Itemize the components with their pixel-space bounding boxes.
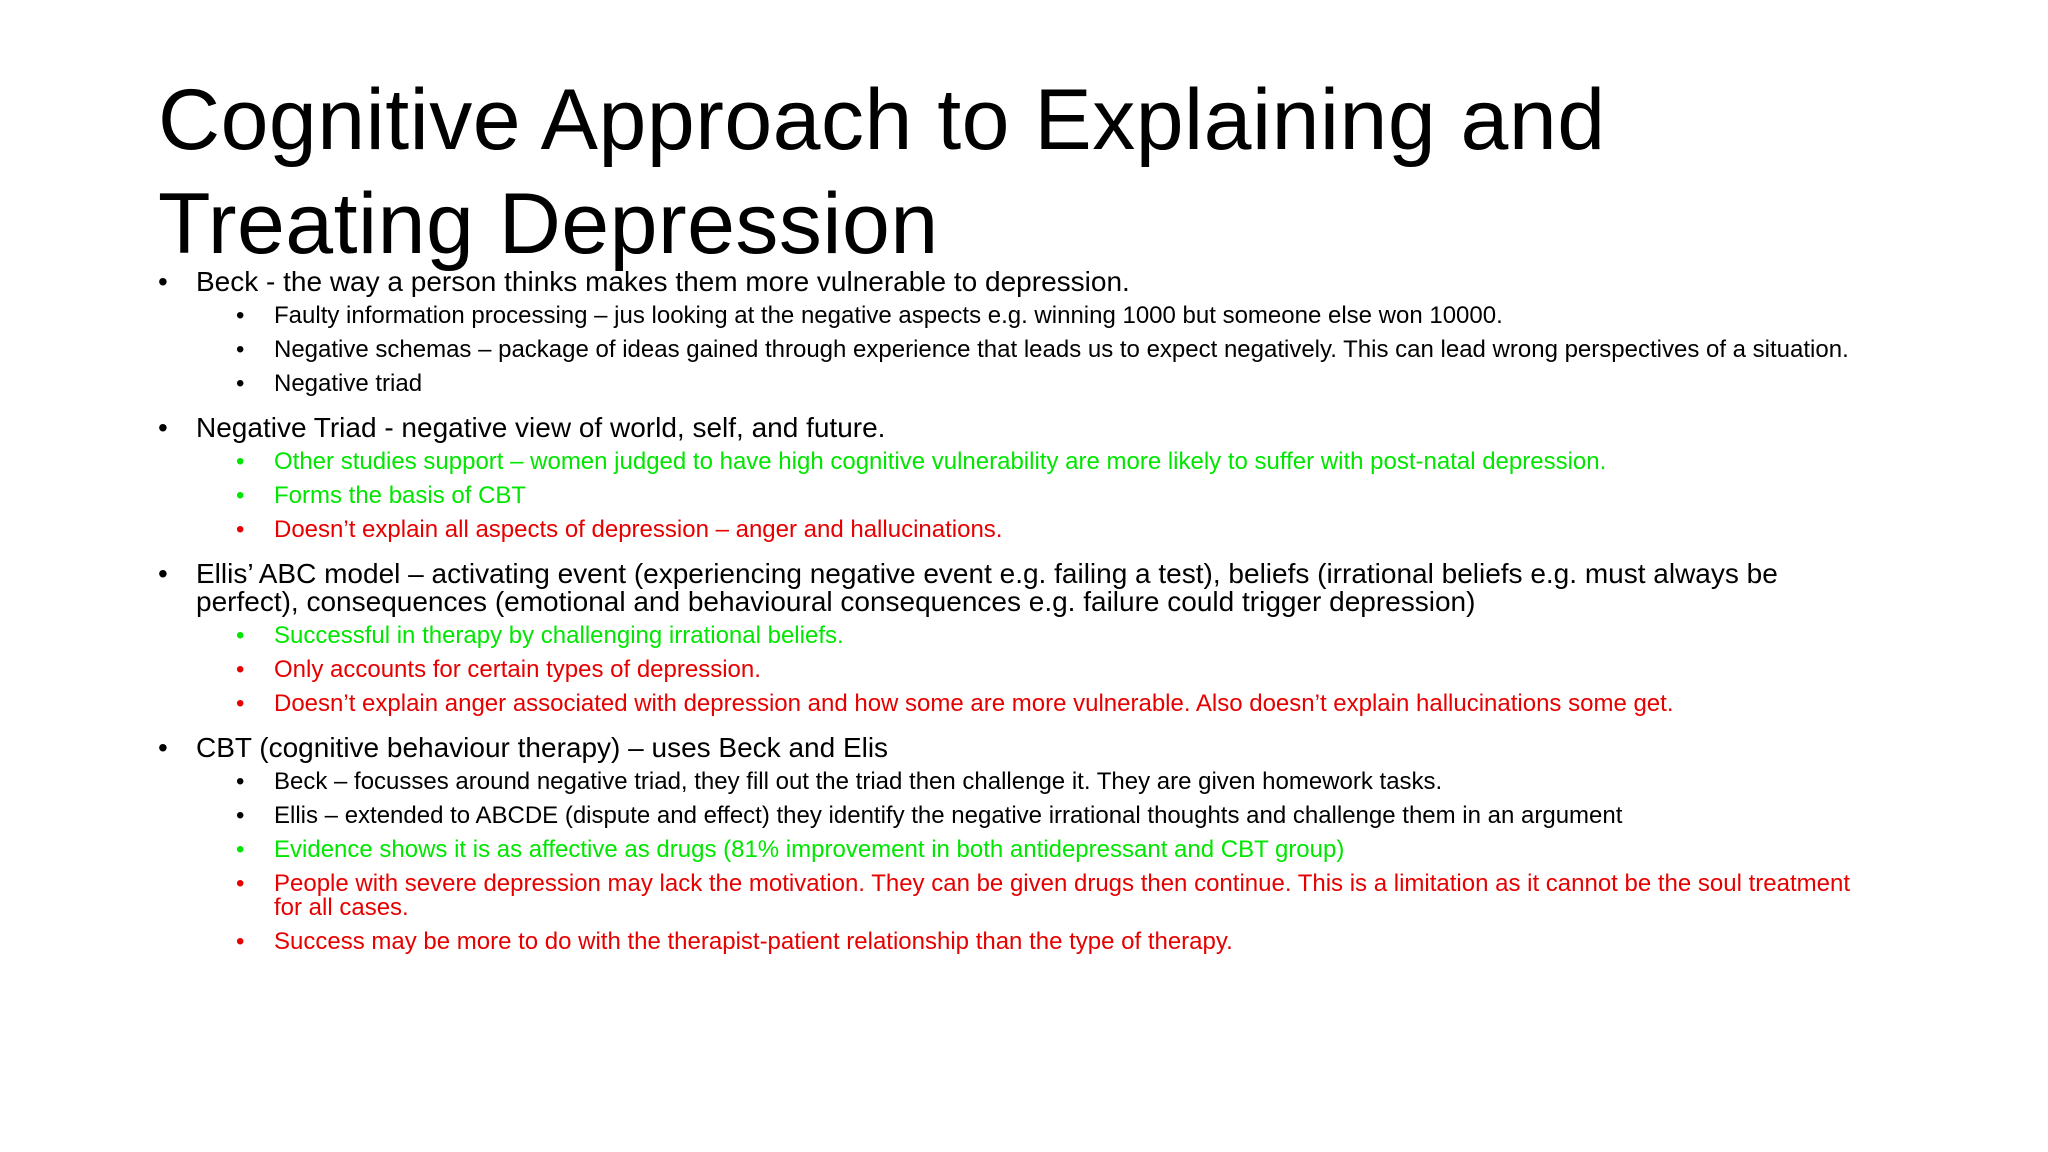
list-item-text: Success may be more to do with the therapist-patient relationship than the type of therapy. xyxy=(274,928,1233,955)
bullet-icon: • xyxy=(236,516,245,543)
limitation-item xyxy=(236,692,1878,716)
list-item-text: Only accounts for certain types of depression. xyxy=(274,656,761,683)
section-cbt xyxy=(158,734,1878,954)
list-item-text: Other studies support – women judged to have high cognitive vulnerability are more likely to suffer with post-natal depression. xyxy=(274,448,1607,475)
bullet-icon: • xyxy=(236,336,245,363)
section-heading: Beck - the way a person thinks makes them more vulnerable to depression. xyxy=(196,266,1130,297)
list-item-text: Negative triad xyxy=(274,370,423,397)
bullet-icon: • xyxy=(236,928,245,955)
limitation-item xyxy=(236,518,1878,542)
list-item xyxy=(236,372,1878,396)
list-item xyxy=(236,304,1878,328)
bullet-icon: • xyxy=(236,482,245,509)
bullet-icon: • xyxy=(236,370,245,397)
list-item xyxy=(236,770,1878,794)
bullet-icon: • xyxy=(236,448,245,475)
section-heading: Negative Triad - negative view of world, self, and future. xyxy=(196,412,886,443)
sub-list xyxy=(236,304,1878,396)
list-item-text: Doesn’t explain anger associated with depression and how some are more vulnerable. Also doesn’t explain hallucinations some get. xyxy=(274,690,1674,717)
bullet-icon: • xyxy=(236,622,245,649)
list-item-text: Negative schemas – package of ideas gained through experience that leads us to expect negatively. This can lead wrong perspectives of a situation. xyxy=(274,336,1849,363)
bullet-icon: • xyxy=(158,732,168,763)
list-item-text: Faulty information processing – jus looking at the negative aspects e.g. winning 1000 but someone else won 10000. xyxy=(274,302,1503,329)
list-item-text: Forms the basis of CBT xyxy=(274,482,527,509)
strength-item xyxy=(236,838,1878,862)
bullet-icon: • xyxy=(236,302,245,329)
list-item-text: Ellis – extended to ABCDE (dispute and effect) they identify the negative irrational thoughts and challenge them in an argument xyxy=(274,802,1623,829)
bullet-icon: • xyxy=(236,836,245,863)
list-item-text: People with severe depression may lack the motivation. They can be given drugs then continue. This is a limitation as it cannot be the soul treatment for all cases. xyxy=(274,870,1850,921)
bullet-icon: • xyxy=(236,768,245,795)
slide-title: Cognitive Approach to Explaining and Treating Depression xyxy=(158,72,1606,272)
list-item xyxy=(236,804,1878,828)
bullet-icon: • xyxy=(158,558,168,589)
limitation-item xyxy=(236,930,1878,954)
strength-item xyxy=(236,450,1878,474)
list-item-text: Successful in therapy by challenging irrational beliefs. xyxy=(274,622,844,649)
section-beck xyxy=(158,268,1878,396)
bullet-icon: • xyxy=(236,870,245,897)
sub-list xyxy=(236,624,1878,716)
sub-list xyxy=(236,450,1878,542)
section-heading: CBT (cognitive behaviour therapy) – uses Beck and Elis xyxy=(196,732,889,763)
strength-item xyxy=(236,484,1878,508)
list-item-text: Beck – focusses around negative triad, they fill out the triad then challenge it. They are given homework tasks. xyxy=(274,768,1443,795)
list-item-text: Doesn’t explain all aspects of depression – anger and hallucinations. xyxy=(274,516,1003,543)
bullet-icon: • xyxy=(236,802,245,829)
section-negative-triad xyxy=(158,414,1878,542)
strength-item xyxy=(236,624,1878,648)
limitation-item xyxy=(236,658,1878,682)
sub-list xyxy=(236,770,1878,954)
bullet-icon: • xyxy=(158,412,168,443)
limitation-item xyxy=(236,872,1878,920)
bullet-icon: • xyxy=(158,266,168,297)
list-item xyxy=(236,338,1878,362)
section-ellis-abc xyxy=(158,560,1878,716)
list-item-text: Evidence shows it is as affective as drugs (81% improvement in both antidepressant and CBT group) xyxy=(274,836,1345,863)
bullet-icon: • xyxy=(236,656,245,683)
slide-body xyxy=(158,268,1878,972)
bullet-icon: • xyxy=(236,690,245,717)
section-heading: Ellis’ ABC model – activating event (experiencing negative event e.g. failing a test), beliefs (irrational beliefs e.g. must always be perfect), consequences (emotional and behavioural consequences e.g. failure could trigger depression) xyxy=(196,558,1778,617)
